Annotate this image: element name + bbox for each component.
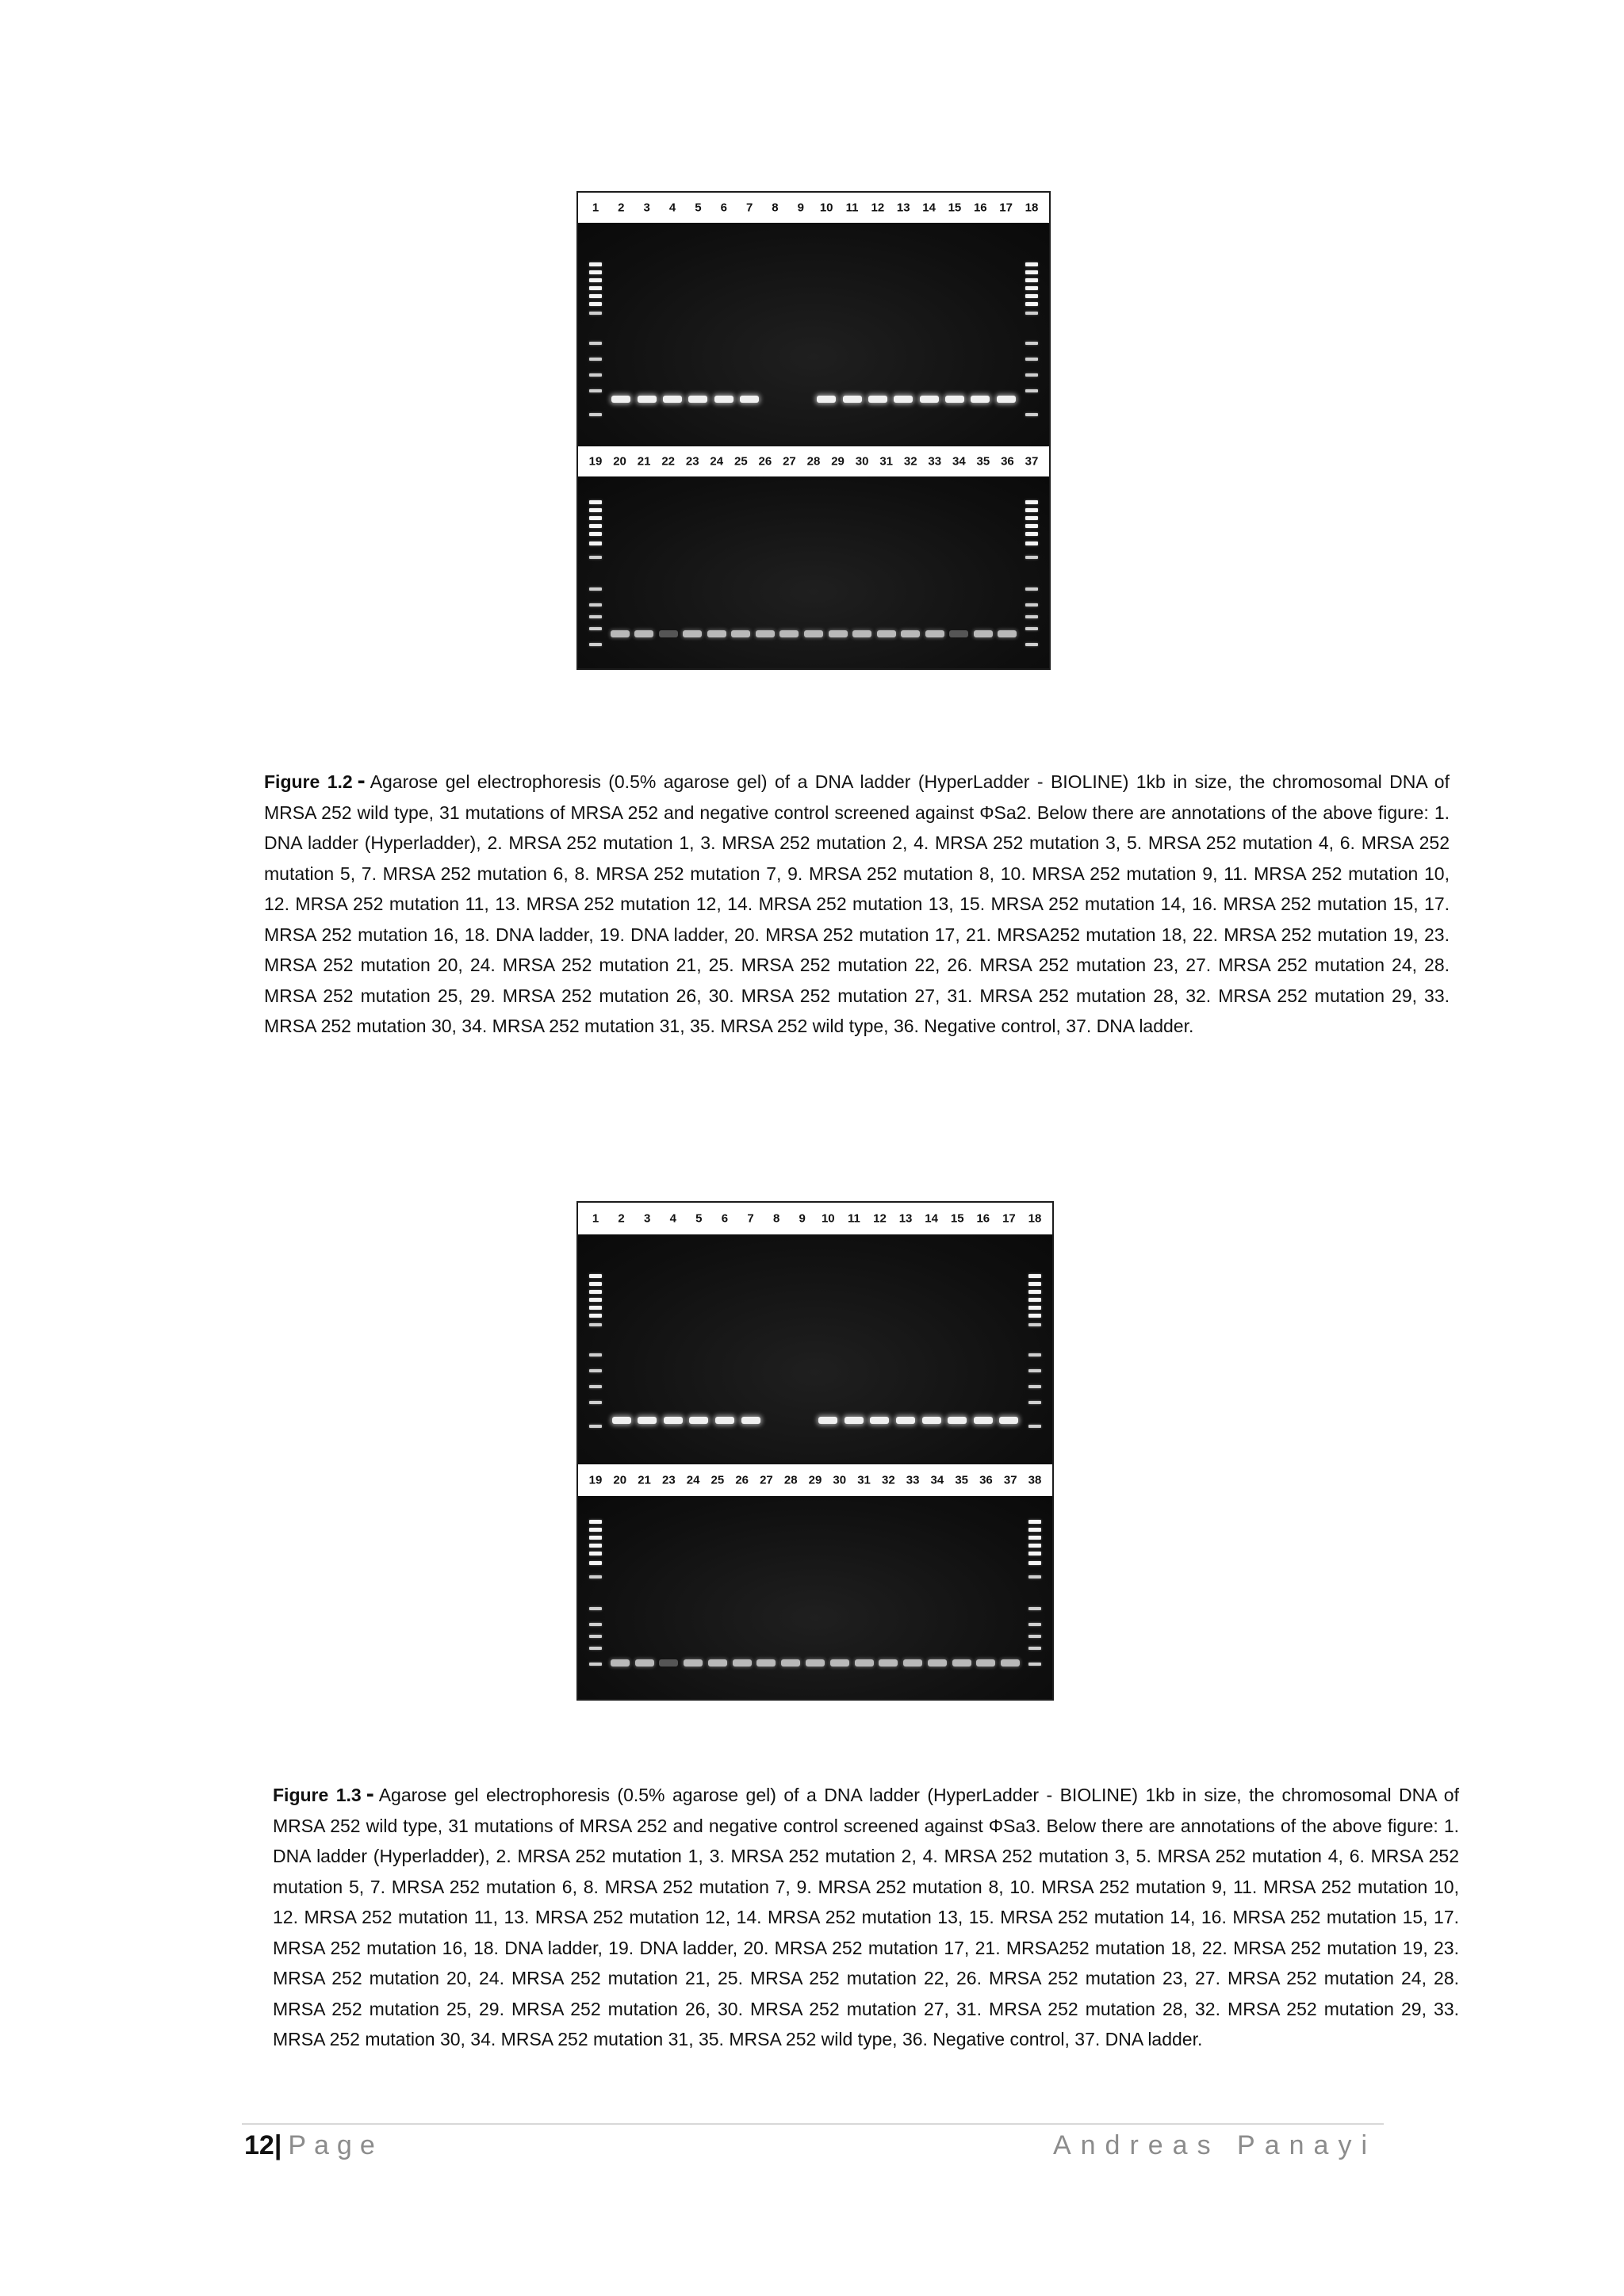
gel-lane-label: 27	[760, 1473, 773, 1487]
ladder-band	[1025, 556, 1038, 559]
gel-lane-label: 30	[833, 1473, 847, 1487]
ladder-band	[1028, 1314, 1041, 1318]
ladder-band	[589, 643, 602, 646]
ladder-band	[1028, 1353, 1041, 1357]
gel-lane-labels-bottom	[578, 446, 1049, 478]
gel-lane-label: 33	[928, 454, 942, 469]
dna-band	[829, 630, 848, 637]
gel-lane-label: 23	[685, 454, 699, 469]
dna-band	[945, 396, 964, 403]
ladder-band	[1025, 516, 1038, 520]
figure-caption-1-2	[264, 766, 1450, 1042]
ladder-band	[589, 1282, 602, 1286]
ladder-band	[1025, 524, 1038, 528]
ladder-band	[589, 1298, 602, 1302]
dna-band	[659, 630, 678, 637]
dna-band	[852, 630, 871, 637]
ladder-band	[1025, 294, 1038, 298]
dna-band	[634, 630, 653, 637]
ladder-band	[589, 389, 602, 392]
gel-lane-label: 21	[638, 1473, 651, 1487]
figure-caption-text: Agarose gel electrophoresis (0.5% agarose gel) of a DNA ladder (HyperLadder - BIOLINE) 1kb in size, the chromosomal DNA of MRSA 252 wild type, 31 mutations of MRSA 252 and negative control screened against ΦSa3. Below there are annotations of the above figure: 1. DNA ladder (Hyperladder), 2. MRSA 252 mutation 1, 3. MRSA 252 mutation 2, 4. MRSA 252 mutation 3, 5. MRSA 252 mutation 4, 6. MRSA 252 mutation 5, 7. MRSA 252 mutation 6, 8. MRSA 252 mutation 7, 9. MRSA 252 mutation 8, 10. MRSA 252 mutation 9, 11. MRSA 252 mutation 10, 12. MRSA 252 mutation 11, 13. MRSA 252 mutation 12, 14. MRSA 252 mutation 13, 15. MRSA 252 mutation 14, 16. MRSA 252 mutation 15, 17. MRSA 252 mutation 16, 18. DNA ladder, 19. DNA ladder, 20. MRSA 252 mutation 17, 21. MRSA252 mutation 18, 22. MRSA 252 mutation 19, 23. MRSA 252 mutation 20, 24. MRSA 252 mutation 21, 25. MRSA 252 mutation 22, 26. MRSA 252 mutation 23, 27. MRSA 252 mutation 24, 28. MRSA 252 mutation 25, 29. MRSA 252 mutation 26, 30. MRSA 252 mutation 27, 31. MRSA 252 mutation 28, 32. MRSA 252 mutation 29, 33. MRSA 252 mutation 30, 34. MRSA 252 mutation 31, 35. MRSA 252 wild type, 36. Negative control, 37. DNA ladder.	[273, 1785, 1459, 2049]
dna-band	[974, 1417, 993, 1424]
gel-lane-label: 16	[973, 201, 987, 215]
dna-band	[689, 1417, 708, 1424]
ladder-band	[589, 508, 602, 512]
gel-lane-label: 8	[772, 1211, 780, 1226]
gel-lane-label: 10	[819, 201, 833, 215]
ladder-band	[589, 1635, 602, 1638]
dna-band	[894, 396, 913, 403]
dna-band	[901, 630, 920, 637]
ladder-band	[1028, 1536, 1041, 1540]
gel-image-figure-1-2	[576, 191, 1051, 670]
ladder-band	[1025, 373, 1038, 377]
page-number: 12	[244, 2130, 274, 2160]
dna-band	[683, 630, 702, 637]
gel-lane-label: 31	[857, 1473, 871, 1487]
ladder-band	[589, 1520, 602, 1524]
ladder-band	[589, 1323, 602, 1326]
ladder-band	[589, 302, 602, 306]
gel-lane-label: 26	[735, 1473, 749, 1487]
dna-band	[1001, 1659, 1020, 1667]
figure-label: Figure 1.2	[264, 771, 353, 792]
gel-lane-label: 14	[922, 201, 936, 215]
ladder-band	[1025, 615, 1038, 618]
ladder-band	[589, 1536, 602, 1540]
ladder-band	[1028, 1282, 1041, 1286]
ladder-band	[589, 541, 602, 545]
gel-lane-label: 1	[592, 201, 599, 215]
gel-lane-label: 10	[821, 1211, 835, 1226]
ladder-band	[1028, 1323, 1041, 1326]
gel-lane-label: 26	[758, 454, 772, 469]
dna-band	[756, 1659, 776, 1667]
gel-lane-label: 33	[906, 1473, 920, 1487]
gel-lane-label: 27	[783, 454, 796, 469]
ladder-band	[1025, 603, 1038, 607]
dna-band	[870, 1417, 889, 1424]
ladder-band	[1028, 1298, 1041, 1302]
gel-lane-label: 25	[733, 454, 748, 469]
ladder-band	[1028, 1528, 1041, 1532]
dna-band	[868, 396, 887, 403]
gel-lane-label: 15	[948, 201, 962, 215]
gel-lane-label: 4	[668, 201, 676, 215]
ladder-band	[1025, 278, 1038, 282]
gel-lane-label: 34	[952, 454, 966, 469]
gel-lane-label: 34	[930, 1473, 944, 1487]
dna-band	[638, 396, 657, 403]
dna-band	[974, 630, 993, 637]
dna-band	[922, 1417, 941, 1424]
dna-band	[896, 1417, 915, 1424]
ladder-band	[589, 532, 602, 536]
dna-band	[952, 1659, 971, 1667]
gel-lane-label: 30	[855, 454, 869, 469]
figure-separator: -	[366, 1781, 374, 1807]
ladder-band	[589, 524, 602, 528]
ladder-band	[589, 1290, 602, 1294]
dna-band	[612, 1417, 631, 1424]
ladder-band	[1028, 1274, 1041, 1278]
dna-band	[855, 1659, 874, 1667]
dna-band	[928, 1659, 947, 1667]
ladder-band	[589, 1623, 602, 1626]
gel-lane-label: 17	[1002, 1211, 1016, 1226]
gel-lane-label: 28	[806, 454, 821, 469]
ladder-band	[589, 286, 602, 290]
dna-band	[948, 1417, 967, 1424]
ladder-band	[1028, 1306, 1041, 1310]
gel-lane-label: 11	[845, 201, 859, 215]
dna-band	[635, 1659, 654, 1667]
dna-band	[818, 1417, 837, 1424]
dna-band	[804, 630, 823, 637]
dna-band	[659, 1659, 678, 1667]
gel-lane-label: 38	[1028, 1473, 1042, 1487]
ladder-band	[589, 294, 602, 298]
ladder-band	[1025, 358, 1038, 361]
gel-lane-label: 22	[661, 454, 675, 469]
dna-band	[971, 396, 990, 403]
footer-author: Andreas Panayi	[1052, 2130, 1377, 2160]
ladder-band	[589, 373, 602, 377]
page-word: Page	[288, 2130, 383, 2160]
figure-caption-1-3	[273, 1779, 1459, 2055]
gel-lane-label: 20	[613, 1473, 627, 1487]
ladder-band	[1028, 1290, 1041, 1294]
gel-lane-label: 12	[873, 1211, 887, 1226]
gel-lane-label: 7	[747, 1211, 754, 1226]
dna-band	[663, 396, 682, 403]
gel-lane-label: 19	[588, 454, 603, 469]
ladder-band	[1025, 541, 1038, 545]
ladder-band	[589, 278, 602, 282]
ladder-band	[589, 1369, 602, 1372]
ladder-band	[589, 1561, 602, 1565]
ladder-band	[589, 1274, 602, 1278]
ladder-band	[1025, 262, 1038, 266]
dna-band	[920, 396, 939, 403]
dna-band	[997, 396, 1016, 403]
dna-band	[611, 1659, 630, 1667]
gel-lane-label: 9	[799, 1211, 806, 1226]
gel-top-half	[578, 1234, 1052, 1464]
ladder-band	[1028, 1575, 1041, 1578]
dna-band	[714, 396, 733, 403]
gel-lane-label: 8	[772, 201, 779, 215]
dna-band	[843, 396, 862, 403]
gel-image-figure-1-3	[576, 1201, 1054, 1701]
gel-lane-label: 28	[783, 1473, 798, 1487]
dna-band	[903, 1659, 922, 1667]
gel-lane-label: 13	[896, 201, 910, 215]
gel-lane-label: 1	[592, 1211, 599, 1226]
gel-lane-label: 35	[955, 1473, 968, 1487]
ladder-band	[1028, 1385, 1041, 1388]
gel-lane-label: 32	[881, 1473, 895, 1487]
ladder-band	[589, 1552, 602, 1556]
ladder-band	[1025, 587, 1038, 591]
ladder-band	[1025, 286, 1038, 290]
gel-lane-label: 21	[637, 454, 651, 469]
ladder-band	[1028, 1425, 1041, 1428]
ladder-band	[589, 1401, 602, 1404]
dna-band	[845, 1417, 864, 1424]
dna-band	[611, 630, 630, 637]
gel-lane-label: 24	[710, 454, 724, 469]
ladder-band	[589, 270, 602, 274]
dna-band	[817, 396, 836, 403]
figure-separator: -	[357, 767, 366, 794]
ladder-band	[589, 1353, 602, 1357]
ladder-band	[1025, 413, 1038, 416]
ladder-band	[589, 556, 602, 559]
gel-lane-label: 13	[898, 1211, 913, 1226]
ladder-band	[1025, 627, 1038, 630]
gel-lane-label: 4	[669, 1211, 676, 1226]
ladder-band	[1025, 270, 1038, 274]
gel-lane-label: 31	[879, 454, 893, 469]
ladder-band	[1025, 342, 1038, 345]
gel-lane-label: 11	[847, 1211, 860, 1226]
gel-lane-label: 6	[721, 1211, 729, 1226]
gel-bottom-half	[578, 1496, 1052, 1699]
gel-lane-label: 35	[976, 454, 990, 469]
gel-lane-label: 2	[618, 201, 625, 215]
ladder-band	[589, 1425, 602, 1428]
ladder-band	[1028, 1647, 1041, 1650]
dna-band	[806, 1659, 825, 1667]
ladder-band	[589, 358, 602, 361]
gel-lane-label: 16	[976, 1211, 990, 1226]
gel-lane-label: 19	[588, 1473, 603, 1487]
gel-lane-label: 18	[1028, 1211, 1042, 1226]
ladder-band	[1028, 1561, 1041, 1565]
ladder-band	[1028, 1635, 1041, 1638]
gel-top-half	[578, 223, 1049, 446]
gel-lane-label: 23	[661, 1473, 676, 1487]
ladder-band	[589, 262, 602, 266]
gel-lane-label: 14	[925, 1211, 938, 1226]
dna-band	[688, 396, 707, 403]
dna-band	[707, 630, 726, 637]
gel-lane-label: 20	[613, 454, 626, 469]
ladder-band	[589, 1528, 602, 1532]
figure-label: Figure 1.3	[273, 1785, 362, 1805]
ladder-band	[589, 1314, 602, 1318]
dna-band	[740, 396, 759, 403]
gel-lane-label: 25	[710, 1473, 725, 1487]
gel-lane-label: 17	[999, 201, 1013, 215]
ladder-band	[589, 1647, 602, 1650]
ladder-band	[1028, 1552, 1041, 1556]
gel-lane-label: 3	[644, 1211, 651, 1226]
ladder-band	[589, 587, 602, 591]
gel-lane-label: 12	[871, 201, 885, 215]
dna-band	[877, 630, 896, 637]
ladder-band	[1028, 1607, 1041, 1610]
ladder-band	[1028, 1369, 1041, 1372]
dna-band	[949, 630, 968, 637]
ladder-band	[589, 413, 602, 416]
gel-lane-label: 15	[950, 1211, 964, 1226]
dna-band	[830, 1659, 849, 1667]
ladder-band	[589, 1544, 602, 1548]
gel-lane-label: 36	[979, 1473, 993, 1487]
gel-lane-label: 5	[695, 1211, 703, 1226]
gel-lane-label: 18	[1025, 201, 1039, 215]
dna-band	[733, 1659, 752, 1667]
ladder-band	[1025, 389, 1038, 392]
gel-lane-label: 5	[695, 201, 702, 215]
ladder-band	[1028, 1520, 1041, 1524]
gel-lane-label: 6	[720, 201, 727, 215]
footer-page-number	[244, 2130, 383, 2161]
ladder-band	[589, 342, 602, 345]
dna-band	[638, 1417, 657, 1424]
dna-band	[976, 1659, 995, 1667]
ladder-band	[589, 1607, 602, 1610]
ladder-band	[1028, 1663, 1041, 1666]
gel-lane-label: 29	[808, 1473, 822, 1487]
gel-lane-label: 24	[686, 1473, 700, 1487]
gel-lane-label: 3	[643, 201, 650, 215]
ladder-band	[1025, 312, 1038, 315]
gel-lane-labels-top	[578, 193, 1049, 224]
ladder-band	[589, 603, 602, 607]
ladder-band	[589, 312, 602, 315]
ladder-band	[589, 615, 602, 618]
ladder-band	[589, 516, 602, 520]
dna-band	[684, 1659, 703, 1667]
dna-band	[731, 630, 750, 637]
dna-band	[715, 1417, 734, 1424]
ladder-band	[589, 627, 602, 630]
ladder-band	[589, 1306, 602, 1310]
gel-bottom-half	[578, 476, 1049, 668]
page-separator: |	[274, 2130, 282, 2160]
gel-lane-labels-top	[578, 1203, 1052, 1236]
gel-lane-label: 36	[1001, 454, 1014, 469]
dna-band	[708, 1659, 727, 1667]
ladder-band	[1025, 532, 1038, 536]
gel-lane-label: 9	[797, 201, 804, 215]
dna-band	[879, 1659, 898, 1667]
gel-lane-label: 37	[1003, 1473, 1017, 1487]
dna-band	[999, 1417, 1018, 1424]
ladder-band	[1025, 508, 1038, 512]
ladder-band	[1025, 500, 1038, 504]
ladder-band	[589, 1663, 602, 1666]
gel-lane-label: 2	[618, 1211, 625, 1226]
figure-caption-text: Agarose gel electrophoresis (0.5% agarose gel) of a DNA ladder (HyperLadder - BIOLINE) 1kb in size, the chromosomal DNA of MRSA 252 wild type, 31 mutations of MRSA 252 and negative control screened against ΦSa2. Below there are annotations of the above figure: 1. DNA ladder (Hyperladder), 2. MRSA 252 mutation 1, 3. MRSA 252 mutation 2, 4. MRSA 252 mutation 3, 5. MRSA 252 mutation 4, 6. MRSA 252 mutation 5, 7. MRSA 252 mutation 6, 8. MRSA 252 mutation 7, 9. MRSA 252 mutation 8, 10. MRSA 252 mutation 9, 11. MRSA 252 mutation 10, 12. MRSA 252 mutation 11, 13. MRSA 252 mutation 12, 14. MRSA 252 mutation 13, 15. MRSA 252 mutation 14, 16. MRSA 252 mutation 15, 17. MRSA 252 mutation 16, 18. DNA ladder, 19. DNA ladder, 20. MRSA 252 mutation 17, 21. MRSA252 mutation 18, 22. MRSA 252 mutation 19, 23. MRSA 252 mutation 20, 24. MRSA 252 mutation 21, 25. MRSA 252 mutation 22, 26. MRSA 252 mutation 23, 27. MRSA 252 mutation 24, 28. MRSA 252 mutation 25, 29. MRSA 252 mutation 26, 30. MRSA 252 mutation 27, 31. MRSA 252 mutation 28, 32. MRSA 252 mutation 29, 33. MRSA 252 mutation 30, 34. MRSA 252 mutation 31, 35. MRSA 252 wild type, 36. Negative control, 37. DNA ladder.	[264, 771, 1450, 1036]
dna-band	[756, 630, 775, 637]
ladder-band	[1025, 302, 1038, 306]
dna-band	[611, 396, 630, 403]
dna-band	[664, 1417, 683, 1424]
ladder-band	[1028, 1544, 1041, 1548]
footer-divider	[242, 2123, 1384, 2125]
dna-band	[741, 1417, 760, 1424]
dna-band	[998, 630, 1017, 637]
ladder-band	[589, 1575, 602, 1578]
gel-lane-labels-bottom	[578, 1464, 1052, 1498]
dna-band	[779, 630, 799, 637]
gel-lane-label: 32	[903, 454, 917, 469]
gel-lane-label: 29	[831, 454, 845, 469]
ladder-band	[589, 1385, 602, 1388]
ladder-band	[589, 500, 602, 504]
gel-lane-label: 37	[1025, 454, 1039, 469]
gel-lane-label: 7	[745, 201, 753, 215]
dna-band	[781, 1659, 800, 1667]
dna-band	[925, 630, 944, 637]
ladder-band	[1028, 1401, 1041, 1404]
ladder-band	[1028, 1623, 1041, 1626]
ladder-band	[1025, 643, 1038, 646]
